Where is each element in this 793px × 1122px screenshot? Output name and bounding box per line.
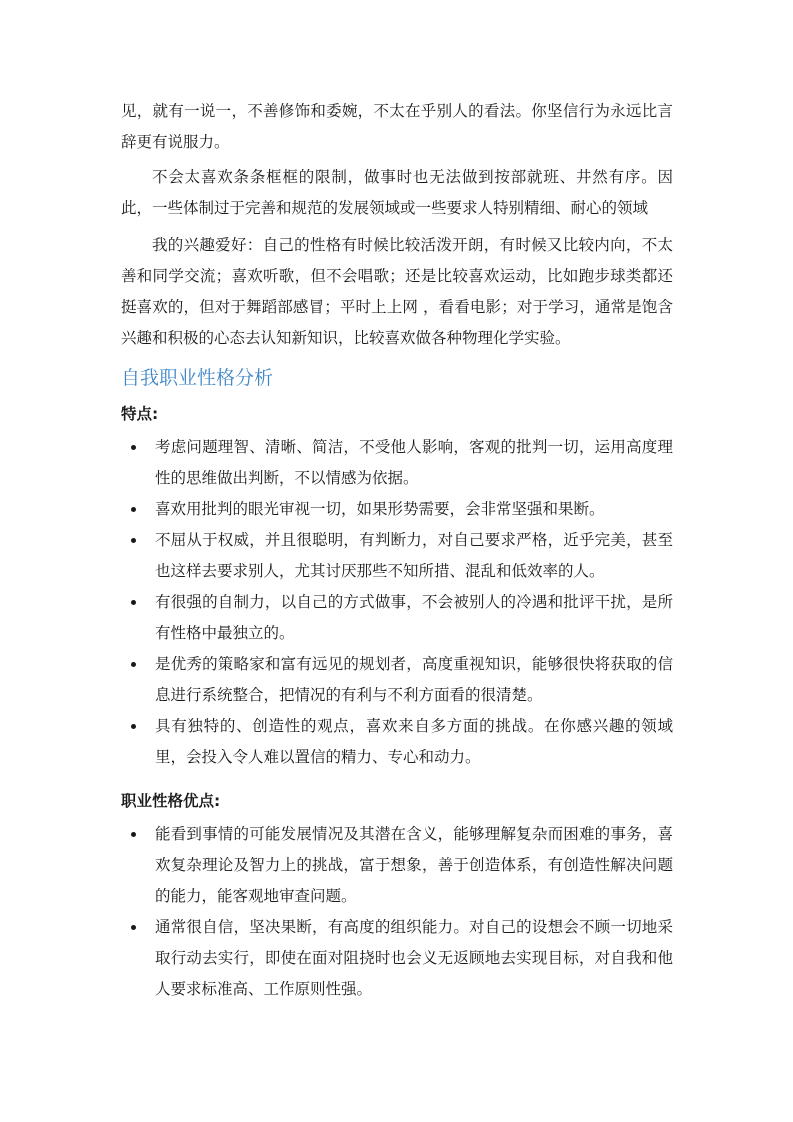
list-item xyxy=(121,912,673,1005)
bullet-icon xyxy=(131,600,136,605)
list-item-text: 能看到事情的可能发展情况及其潜在含义，能够理解复杂而困难的事务，喜欢复杂理论及智力上的挑战，富于想象，善于创造体系，有创造性解决问题的能力，能客观地审查问题。 xyxy=(155,825,673,905)
bullet-icon xyxy=(131,832,136,837)
bullet-icon xyxy=(131,538,136,543)
list-item xyxy=(121,587,673,649)
features-list xyxy=(121,432,673,773)
features-label: 特点: xyxy=(121,405,159,423)
list-item-text: 具有独特的、创造性的观点，喜欢来自多方面的挑战。在你感兴趣的领域里，会投入令人难以置信的精力、专心和动力。 xyxy=(155,717,673,766)
list-item xyxy=(121,819,673,912)
paragraph-opinion: 见，就有一说一，不善修饰和委婉，不太在乎别人的看法。你坚信行为永远比言辞更有说服力。 xyxy=(121,102,673,151)
bullet-icon xyxy=(131,507,136,512)
list-item-text: 有很强的自制力，以自己的方式做事，不会被别人的冷遇和批评干扰，是所有性格中最独立的。 xyxy=(155,593,673,642)
list-item-text: 是优秀的策略家和富有远见的规划者，高度重视知识，能够很快将获取的信息进行系统整合，把情况的有利与不利方面看的很清楚。 xyxy=(155,655,673,704)
list-item-text: 通常很自信，坚决果断，有高度的组织能力。对自己的设想会不顾一切地采取行动去实行，即使在面对阻挠时也会义无返顾地去实现目标，对自我和他人要求标准高、工作原则性强。 xyxy=(155,918,673,998)
bullet-icon xyxy=(131,724,136,729)
list-item-text: 喜欢用批判的眼光审视一切，如果形势需要，会非常坚强和果断。 xyxy=(155,500,605,518)
paragraph-hobbies: 我的兴趣爱好：自己的性格有时候比较活泼开朗，有时候又比较内向，不太善和同学交流；喜欢听歌，但不会唱歌；还是比较喜欢运动，比如跑步球类都还挺喜欢的，但对于舞蹈部感冒；平时上上网 ，看看电影；对于学习，通常是饱含兴趣和积极的心态去认知新知识，比较喜欢做各种物理化学实验。 xyxy=(121,236,673,347)
list-item xyxy=(121,494,673,525)
document-page xyxy=(121,96,673,1019)
bullet-icon xyxy=(131,662,136,667)
paragraph-rules: 不会太喜欢条条框框的限制，做事时也无法做到按部就班、井然有序。因此，一些体制过于完善和规范的发展领域或一些要求人特别精细、耐心的领域 xyxy=(121,168,673,217)
list-item xyxy=(121,525,673,587)
list-item-text: 考虑问题理智、清晰、简洁，不受他人影响，客观的批判一切，运用高度理性的思维做出判断，不以情感为依据。 xyxy=(155,438,673,487)
strengths-label: 职业性格优点: xyxy=(121,792,221,810)
list-item xyxy=(121,432,673,494)
bullet-icon xyxy=(131,445,136,450)
bullet-icon xyxy=(131,925,136,930)
list-item-text: 不屈从于权威，并且很聪明，有判断力，对自己要求严格，近乎完美，甚至也这样去要求别人，尤其讨厌那些不知所措、混乱和低效率的人。 xyxy=(155,531,673,580)
strengths-list xyxy=(121,819,673,1005)
section-title: 自我职业性格分析 xyxy=(121,367,274,389)
list-item xyxy=(121,711,673,773)
list-item xyxy=(121,649,673,711)
